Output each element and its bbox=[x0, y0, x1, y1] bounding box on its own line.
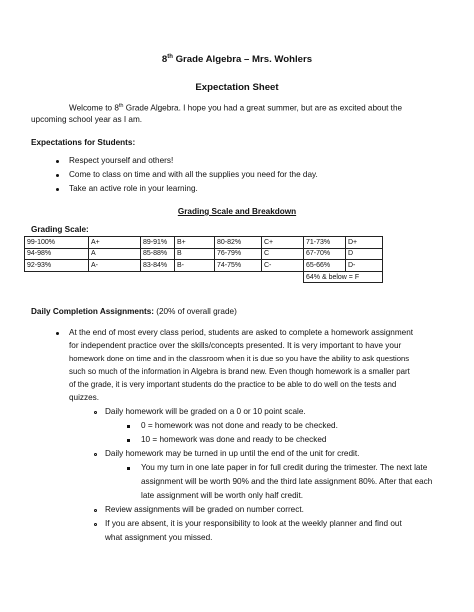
daily-sub-sub-item: 10 = homework was done and ready to be checked bbox=[141, 435, 327, 444]
late-policy-line: assignment will be worth 90% and the third late assignment 80%. After that each bbox=[141, 477, 433, 486]
daily-sub-sub-item: 0 = homework was not done and ready to be checked. bbox=[141, 421, 338, 430]
table-cell: A+ bbox=[89, 237, 141, 249]
expectations-heading: Expectations for Students: bbox=[31, 138, 136, 147]
table-cell: A- bbox=[89, 260, 141, 272]
table-row bbox=[25, 237, 383, 249]
bullet-dot bbox=[56, 174, 59, 177]
table-cell: 94-98% bbox=[25, 248, 89, 260]
circle-bullet bbox=[94, 453, 97, 456]
table-cell: C bbox=[262, 248, 304, 260]
circle-bullet bbox=[94, 523, 97, 526]
daily-para-line: of the grade, it is very important students do the practice to be able to do well on the tests and bbox=[69, 380, 397, 389]
grading-scale-label: Grading Scale: bbox=[31, 225, 89, 234]
table-cell: B- bbox=[175, 260, 215, 272]
table-cell: 85-88% bbox=[141, 248, 175, 260]
daily-sub-item: Daily homework may be turned in up until the end of the unit for credit. bbox=[105, 449, 360, 458]
daily-sub-item: what assignment you missed. bbox=[105, 533, 213, 542]
circle-bullet bbox=[94, 509, 97, 512]
square-bullet bbox=[127, 425, 130, 428]
expectation-item: Come to class on time and with all the supplies you need for the day. bbox=[69, 170, 318, 179]
daily-heading: Daily Completion Assignments: (20% of overall grade) bbox=[31, 307, 237, 316]
circle-bullet bbox=[94, 411, 97, 414]
daily-sub-item: Daily homework will be graded on a 0 or 10 point scale. bbox=[105, 407, 306, 416]
table-cell: 83-84% bbox=[141, 260, 175, 272]
table-cell: 99-100% bbox=[25, 237, 89, 249]
table-cell-empty bbox=[25, 271, 89, 283]
table-cell: D- bbox=[346, 260, 383, 272]
table-cell: D+ bbox=[346, 237, 383, 249]
square-bullet bbox=[127, 439, 130, 442]
table-cell-empty bbox=[175, 271, 215, 283]
table-cell: 92-93% bbox=[25, 260, 89, 272]
table-cell-f-grade: 64% & below = F bbox=[304, 271, 383, 283]
bullet-dot bbox=[56, 160, 59, 163]
table-cell: 65-66% bbox=[304, 260, 346, 272]
table-cell: B+ bbox=[175, 237, 215, 249]
expectation-item: Take an active role in your learning. bbox=[69, 184, 198, 193]
late-policy-line: You my turn in one late paper in for full credit during the trimester. The next late bbox=[141, 463, 428, 472]
daily-para-line: homework done on time and in the classroom when it is due so you have the ability to ask questions bbox=[69, 354, 410, 363]
table-cell: C+ bbox=[262, 237, 304, 249]
document-subtitle: Expectation Sheet bbox=[195, 82, 279, 93]
table-cell: 80-82% bbox=[215, 237, 262, 249]
daily-sub-item: If you are absent, it is your responsibility to look at the weekly planner and find out bbox=[105, 519, 402, 528]
table-cell: D bbox=[346, 248, 383, 260]
late-policy-line: late assignment will be worth only half credit. bbox=[141, 491, 304, 500]
document-title: 8th Grade Algebra – Mrs. Wohlers bbox=[161, 54, 313, 66]
square-bullet bbox=[127, 467, 130, 470]
table-cell: 71-73% bbox=[304, 237, 346, 249]
table-cell-empty bbox=[215, 271, 262, 283]
table-cell-empty bbox=[262, 271, 304, 283]
welcome-line-2: upcoming school year as I am. bbox=[31, 115, 143, 124]
table-cell: C- bbox=[262, 260, 304, 272]
table-cell: 74-75% bbox=[215, 260, 262, 272]
table-row bbox=[25, 260, 383, 272]
table-cell-empty bbox=[89, 271, 141, 283]
grading-section-title: Grading Scale and Breakdown bbox=[177, 207, 297, 216]
bullet-dot bbox=[56, 332, 59, 335]
table-row bbox=[25, 248, 383, 260]
table-cell-empty bbox=[141, 271, 175, 283]
expectation-item: Respect yourself and others! bbox=[69, 156, 174, 165]
table-cell: 89-91% bbox=[141, 237, 175, 249]
bullet-dot bbox=[56, 188, 59, 191]
daily-para-line: for independent practice over the skills/concepts presented. It is very important to have your bbox=[69, 341, 402, 350]
table-cell: B bbox=[175, 248, 215, 260]
welcome-line-1: Welcome to 8th Grade Algebra. I hope you had a great summer, but are as excited about the bbox=[69, 103, 403, 113]
grading-scale-table bbox=[24, 236, 383, 283]
daily-para-line: quizzes. bbox=[69, 393, 100, 402]
daily-sub-item: Review assignments will be graded on number correct. bbox=[105, 505, 304, 514]
table-cell: 76-79% bbox=[215, 248, 262, 260]
table-cell: 67-70% bbox=[304, 248, 346, 260]
daily-para-line: At the end of most every class period, students are asked to complete a homework assignment bbox=[69, 328, 414, 337]
table-row bbox=[25, 271, 383, 283]
table-cell: A bbox=[89, 248, 141, 260]
daily-para-line: such so much of the information in Algebra is brand new. Even though homework is a smaller part bbox=[69, 367, 410, 376]
